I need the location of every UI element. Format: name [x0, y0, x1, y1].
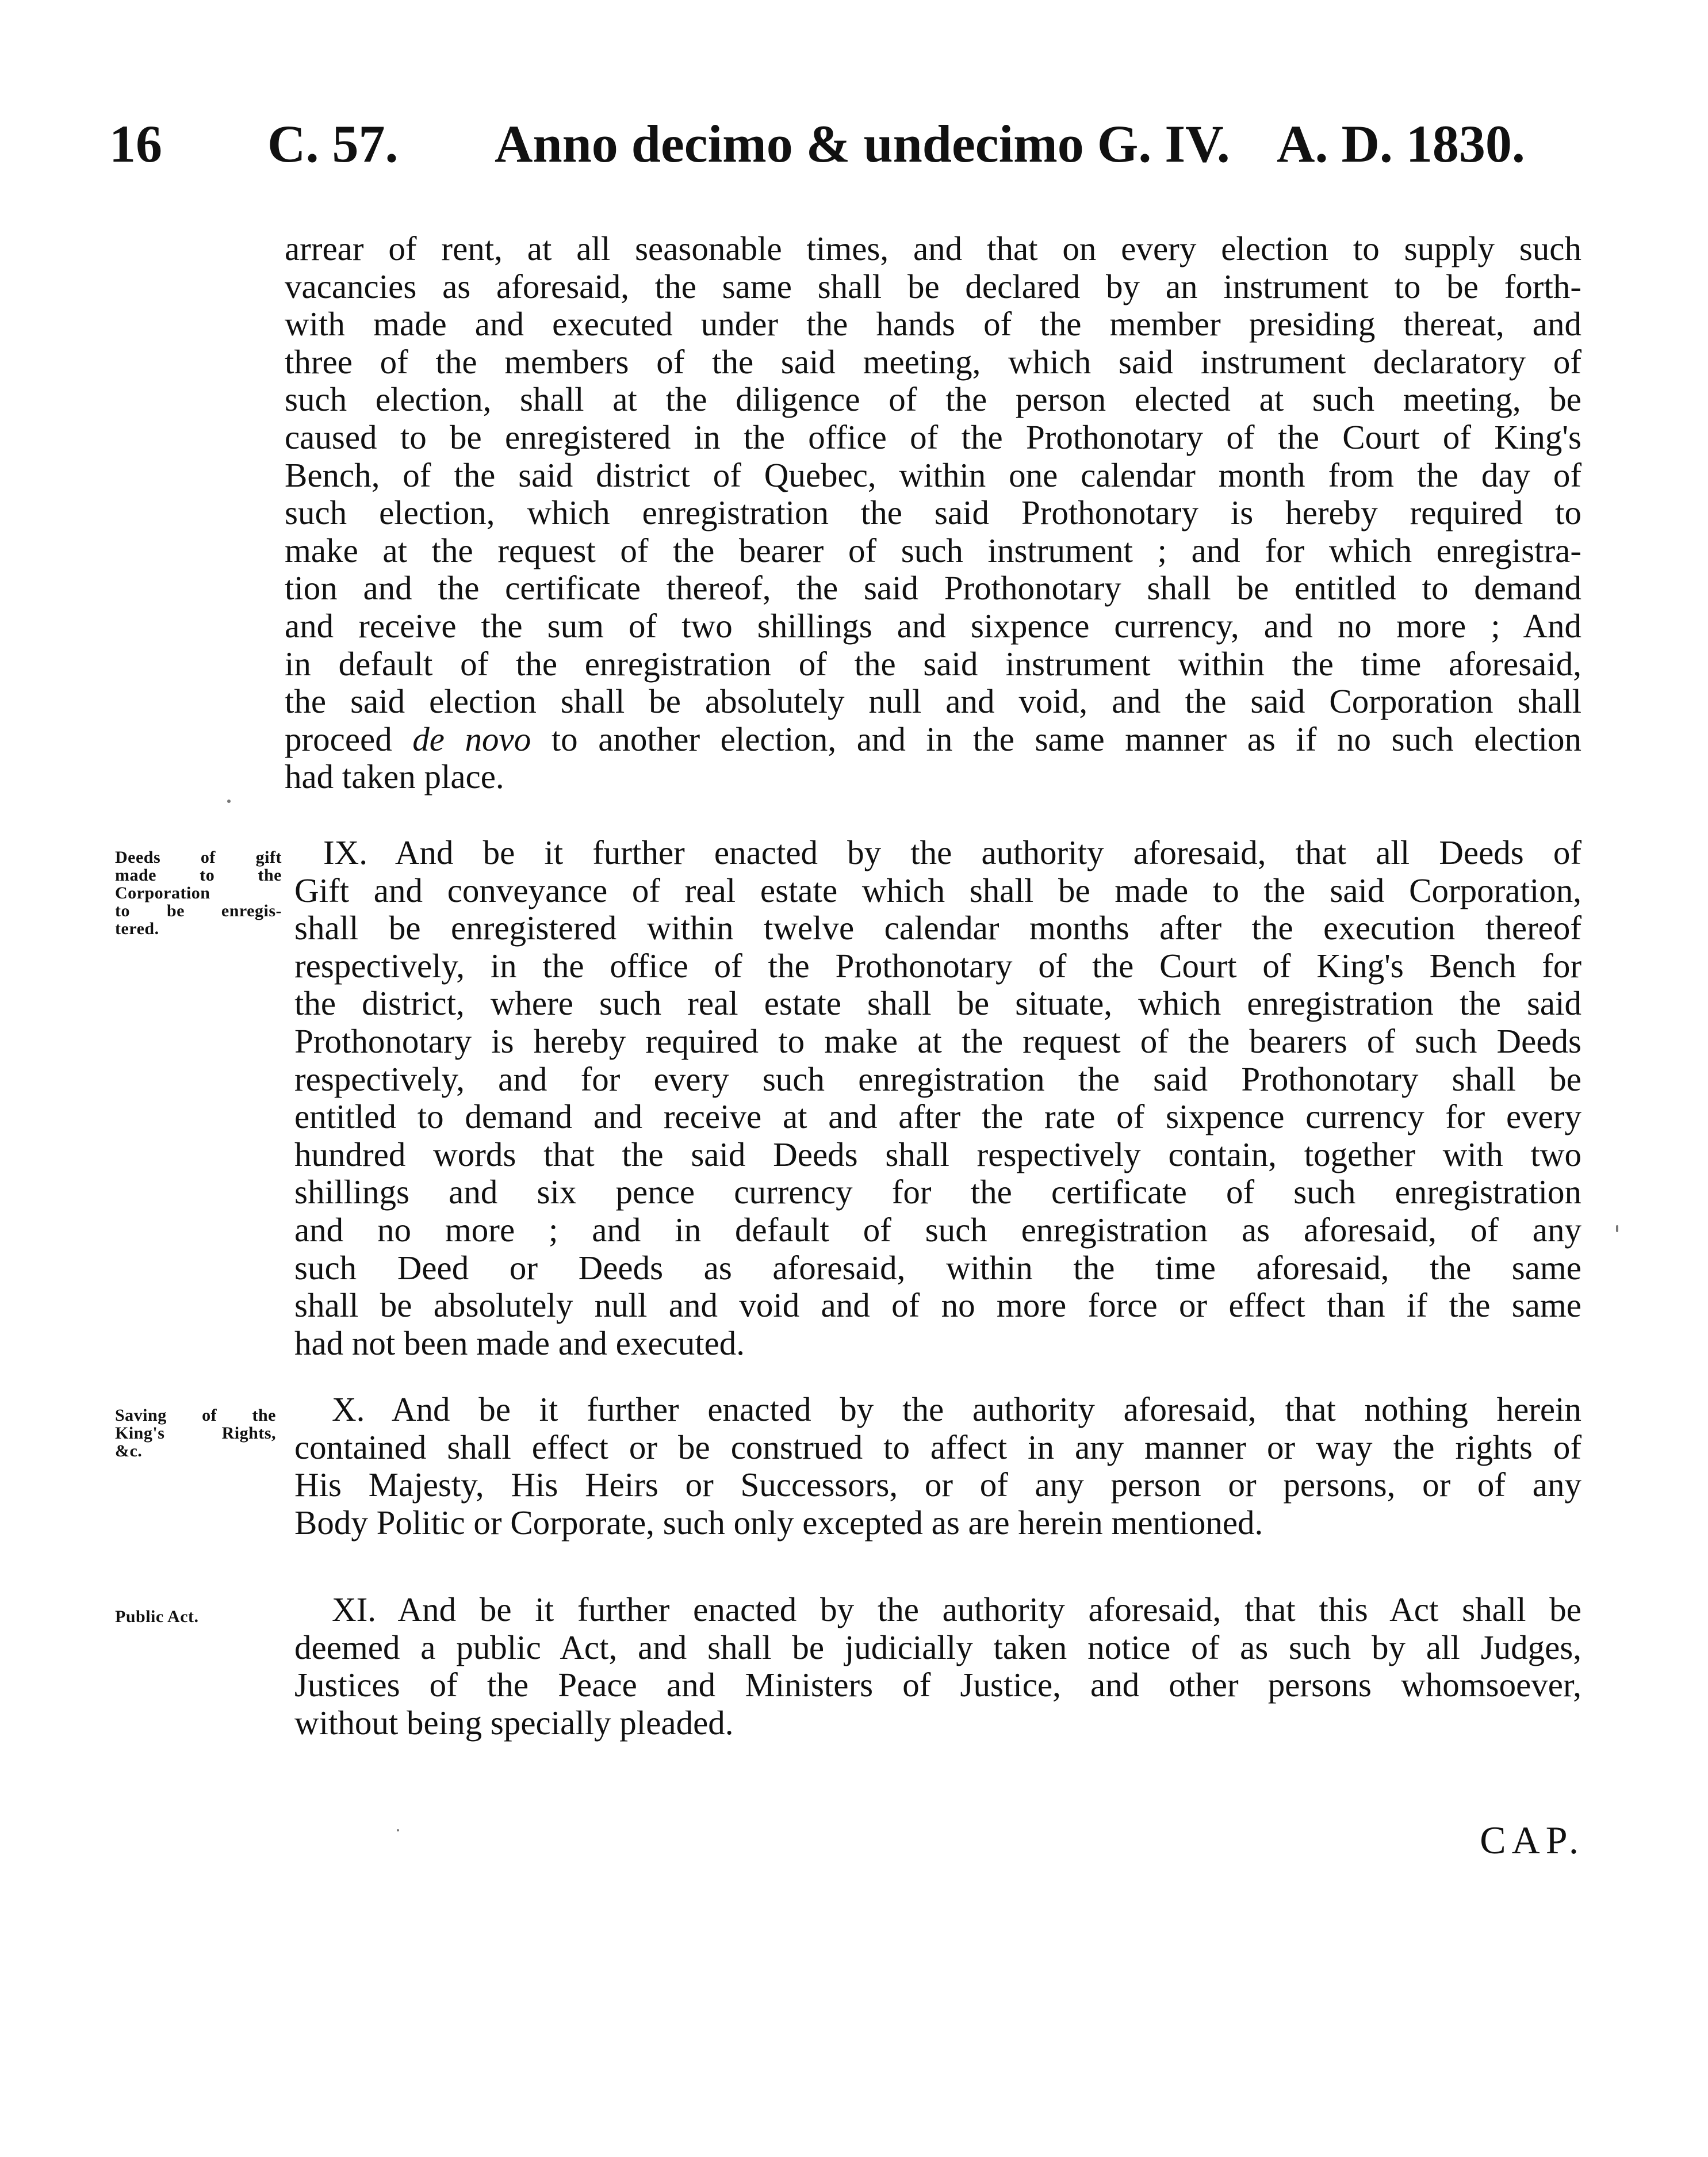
- margin-note-line: Public Act.: [115, 1607, 199, 1626]
- margin-note-deeds-of-gift: [115, 848, 282, 938]
- section-xi: [294, 1591, 1581, 1742]
- margin-note-line: tered.: [115, 919, 159, 938]
- regnal-year: Anno decimo & undecimo G. IV.: [495, 114, 1230, 173]
- text-line: arrear of rent, at all seasonable times, and that on every election to supply such: [285, 230, 1581, 267]
- text-line: Body Politic or Corporate, such only excepted as are herein mentioned.: [294, 1503, 1263, 1542]
- margin-note-line: made to the: [115, 866, 282, 885]
- text-line: three of the members of the said meeting, which said instrument declaratory of: [285, 342, 1581, 381]
- margin-note-line: Corporation: [115, 884, 210, 902]
- scan-speck: [397, 1829, 399, 1831]
- text-line: XI. And be it further enacted by the authority aforesaid, that this Act shall be: [332, 1590, 1581, 1628]
- text-line: such Deed or Deeds as aforesaid, within the time aforesaid, the same: [294, 1248, 1581, 1287]
- text-line: entitled to demand and receive at and after the rate of sixpence currency for every: [294, 1097, 1581, 1136]
- chapter-number: C. 57.: [267, 114, 399, 173]
- text-line: had taken place.: [285, 758, 504, 796]
- latin-phrase: de novo: [412, 720, 531, 758]
- text-line: shall be enregistered within twelve calendar months after the execution thereof: [294, 909, 1581, 947]
- text-line: Prothonotary is hereby required to make at the request of the bearers of such Deeds: [294, 1022, 1581, 1060]
- section-ix: [294, 834, 1581, 1362]
- text-line: had not been made and executed.: [294, 1324, 745, 1362]
- text-fragment: to another election, and in the same manner as if no such election: [531, 720, 1582, 758]
- running-header: [0, 112, 1708, 175]
- catchword: CAP.: [1480, 1818, 1584, 1862]
- margin-note-public-act: [115, 1608, 282, 1626]
- margin-note-line: Deeds of gift: [115, 848, 282, 867]
- text-line: in default of the enregistration of the said instrument within the time aforesaid,: [285, 644, 1581, 683]
- text-line: make at the request of the bearer of such instrument ; and for which enregistra-: [285, 531, 1581, 569]
- text-line: deemed a public Act, and shall be judicially taken notice of as such by all Judges,: [294, 1628, 1581, 1666]
- margin-note-saving-rights: [115, 1406, 276, 1460]
- continuation-paragraph: [285, 230, 1581, 796]
- text-line: without being specially pleaded.: [294, 1703, 734, 1742]
- text-line: contained shall effect or be construed to affect in any manner or way the rights of: [294, 1428, 1581, 1466]
- margin-note-line: to be enregis-: [115, 901, 282, 920]
- calendar-year: A. D. 1830.: [1277, 114, 1525, 173]
- text-line: respectively, and for every such enregistration the said Prothonotary shall be: [294, 1060, 1581, 1098]
- text-line: shillings and six pence currency for the certificate of such enregistration: [294, 1173, 1581, 1211]
- text-line: caused to be enregistered in the office of the Prothonotary of the Court of King's: [285, 418, 1581, 456]
- margin-note-line: King's Rights,: [115, 1424, 276, 1443]
- text-line-italic-phrase: [285, 721, 1581, 759]
- text-line: with made and executed under the hands of the member presiding thereat, and: [285, 305, 1581, 343]
- text-line: tion and the certificate thereof, the said Prothonotary shall be entitled to demand: [285, 569, 1581, 607]
- text-line: such election, shall at the diligence of the person elected at such meeting, be: [285, 380, 1581, 419]
- text-line: such election, which enregistration the said Prothonotary is hereby required to: [285, 494, 1581, 532]
- page-number: 16: [109, 114, 162, 173]
- text-line: X. And be it further enacted by the authority aforesaid, that nothing herein: [332, 1390, 1581, 1428]
- text-line: the district, where such real estate shall be situate, which enregistration the said: [294, 984, 1581, 1023]
- margin-note-line: Saving of the: [115, 1406, 276, 1425]
- text-line: and no more ; and in default of such enregistration as aforesaid, of any: [294, 1210, 1581, 1249]
- scan-speck: [1616, 1225, 1618, 1232]
- text-line: His Majesty, His Heirs or Successors, or of any person or persons, or of any: [294, 1466, 1581, 1504]
- margin-note-line: &c.: [115, 1441, 143, 1460]
- text-fragment: proceed: [285, 720, 413, 758]
- section-x: [294, 1391, 1581, 1542]
- scan-speck: [227, 800, 231, 803]
- text-line: vacancies as aforesaid, the same shall be declared by an instrument to be forth-: [285, 267, 1581, 305]
- text-line: and receive the sum of two shillings and sixpence currency, and no more ; And: [285, 606, 1581, 645]
- text-line: hundred words that the said Deeds shall respectively contain, together with two: [294, 1135, 1581, 1173]
- text-line: Justices of the Peace and Ministers of Justice, and other persons whomsoever,: [294, 1666, 1581, 1704]
- text-line: IX. And be it further enacted by the authority aforesaid, that all Deeds of: [323, 833, 1581, 871]
- text-line: Bench, of the said district of Quebec, within one calendar month from the day of: [285, 456, 1581, 494]
- text-line: respectively, in the office of the Prothonotary of the Court of King's Bench for: [294, 946, 1581, 985]
- text-line: shall be absolutely null and void and of no more force or effect than if the same: [294, 1286, 1581, 1325]
- text-line: the said election shall be absolutely null and void, and the said Corporation shall: [285, 682, 1581, 721]
- text-line: Gift and conveyance of real estate which shall be made to the said Corporation,: [294, 871, 1581, 909]
